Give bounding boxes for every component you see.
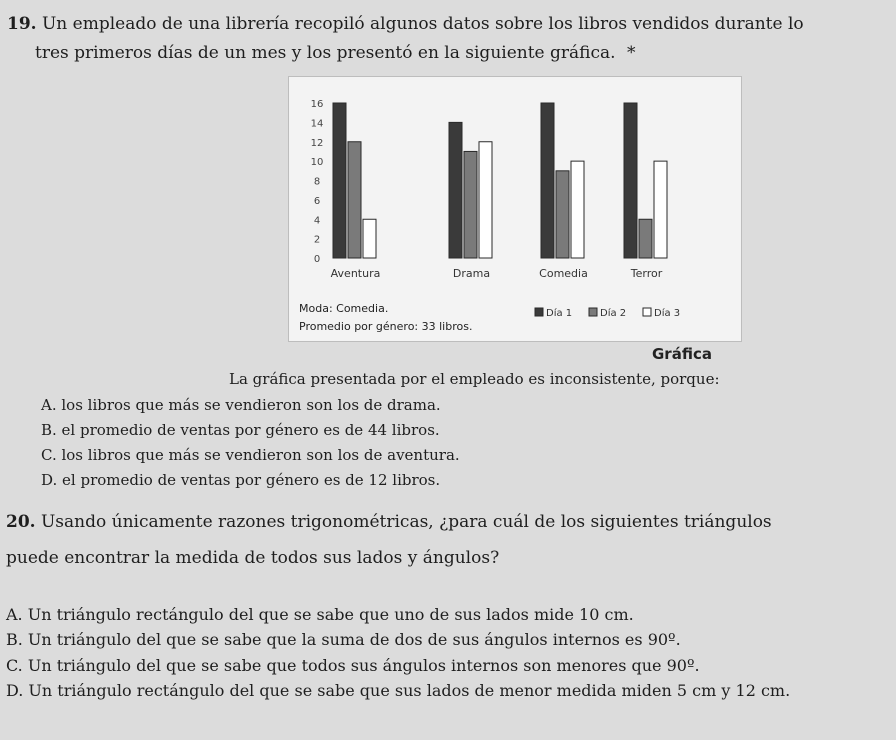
- bar-aventura-series-1: [333, 103, 346, 258]
- mode-note: Moda: Comedia.: [299, 302, 389, 315]
- option-20-a[interactable]: A. Un triángulo rectángulo del que se sabe que uno de sus lados mide 10 cm.: [6, 605, 634, 624]
- bar-comedia-series-3: [571, 161, 584, 258]
- question-20-line-1: [6, 512, 772, 532]
- bar-terror-series-3: [654, 161, 667, 258]
- y-tick-label: 10: [310, 157, 324, 169]
- bar-terror-series-1: [624, 103, 637, 258]
- question-19-text-2: tres primeros días de un mes y los presentó en la siguiente gráfica.: [35, 43, 616, 63]
- bar-comedia-series-2: [556, 171, 569, 258]
- bar-aventura-series-2: [348, 142, 361, 258]
- x-category-label: Drama: [452, 267, 491, 280]
- y-tick-label: 14: [310, 118, 324, 130]
- y-tick-label: 12: [310, 137, 324, 149]
- option-19-d[interactable]: D. el promedio de ventas por género es de 12 libros.: [41, 471, 441, 489]
- bar-aventura-series-3: [363, 219, 376, 258]
- question-20-text-2: puede encontrar la medida de todos sus lados y ángulos?: [6, 548, 500, 568]
- bar-chart: [288, 76, 742, 342]
- x-category-label: Comedia: [539, 267, 588, 280]
- legend-swatch-2: [589, 308, 597, 316]
- question-19-number: 19.: [7, 14, 37, 34]
- x-category-label: Terror: [630, 267, 663, 280]
- bar-drama-series-1: [449, 122, 462, 258]
- y-tick-label: 2: [313, 234, 321, 246]
- legend-swatch-3: [643, 308, 651, 316]
- legend-swatch-1: [535, 308, 543, 316]
- bar-comedia-series-1: [541, 103, 554, 258]
- question-19-line-1: [7, 14, 804, 34]
- x-category-label: Aventura: [330, 267, 381, 280]
- question-19-text-1: Un empleado de una librería recopiló algunos datos sobre los libros vendidos durante lo: [41, 14, 804, 34]
- y-tick-label: 0: [313, 254, 321, 265]
- option-19-c[interactable]: C. los libros que más se vendieron son los de aventura.: [41, 446, 460, 464]
- question-20-line-2: [6, 548, 499, 568]
- bar-drama-series-2: [464, 151, 477, 258]
- question-20-number: 20.: [6, 512, 36, 532]
- y-tick-label: 8: [313, 176, 321, 188]
- option-19-b[interactable]: B. el promedio de ventas por género es de 44 libros.: [41, 421, 440, 439]
- y-tick-label: 6: [313, 195, 321, 207]
- legend-label-3: Día 3: [654, 308, 681, 319]
- question-19-prompt: La gráfica presentada por el empleado es inconsistente, porque:: [229, 370, 720, 388]
- required-mark: *: [626, 43, 636, 63]
- option-20-b[interactable]: B. Un triángulo del que se sabe que la suma de dos de sus ángulos internos es 90º.: [6, 630, 681, 649]
- chart-caption: Gráfica: [652, 345, 712, 363]
- y-tick-label: 16: [310, 99, 324, 110]
- bar-terror-series-2: [639, 219, 652, 258]
- bar-drama-series-3: [479, 142, 492, 258]
- question-19-line-2: [35, 43, 635, 63]
- legend-label-2: Día 2: [600, 308, 627, 319]
- average-note: Promedio por género: 33 libros.: [299, 320, 473, 333]
- option-20-d[interactable]: D. Un triángulo rectángulo del que se sabe que sus lados de menor medida miden 5 cm y 12 cm.: [6, 681, 791, 700]
- y-tick-label: 4: [313, 215, 321, 227]
- question-20-text-1: Usando únicamente razones trigonométricas, ¿para cuál de los siguientes triángulos: [40, 512, 772, 532]
- legend-label-1: Día 1: [546, 308, 573, 319]
- option-19-a[interactable]: A. los libros que más se vendieron son los de drama.: [41, 396, 441, 414]
- option-20-c[interactable]: C. Un triángulo del que se sabe que todos sus ángulos internos son menores que 90º.: [6, 656, 700, 675]
